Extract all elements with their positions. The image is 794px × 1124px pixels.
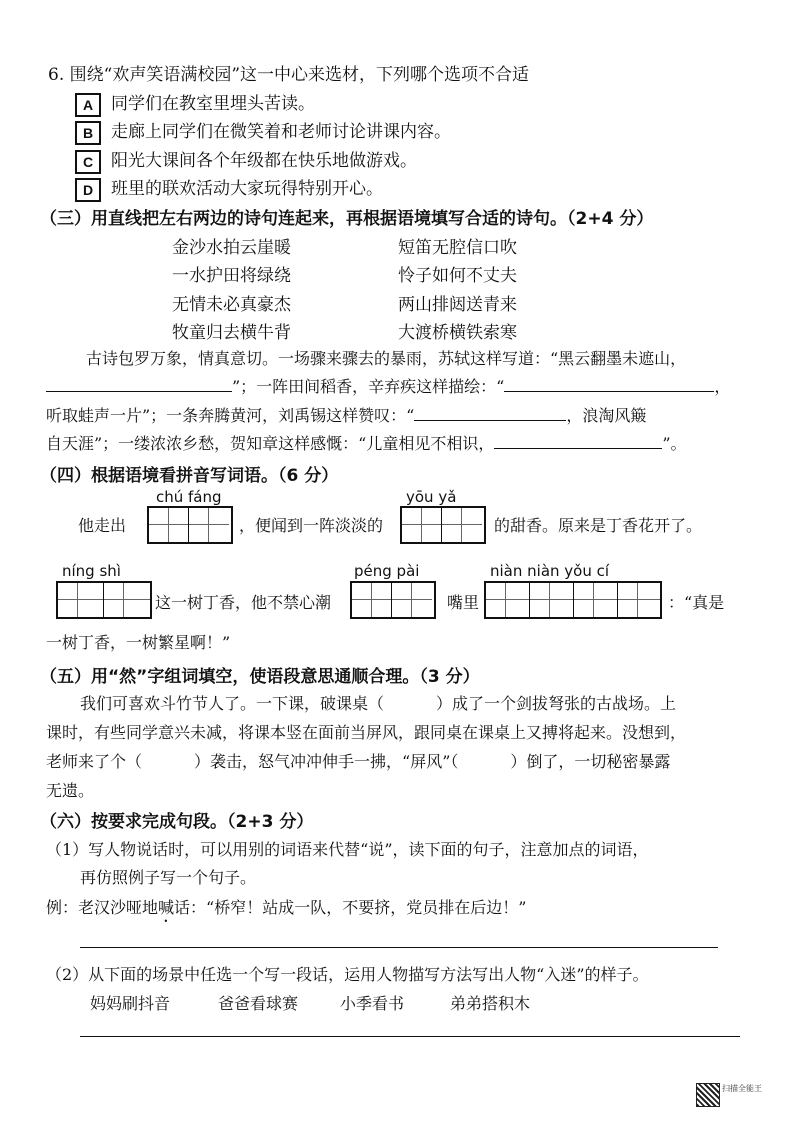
poem-paragraph-line2: ”；一阵田间稻香，辛弃疾这样描绘：“ ， [46, 374, 730, 397]
section4-title: （四）根据语境看拼音写词语。（6 分） [40, 466, 339, 486]
poem-left-3[interactable]: 无情未必真豪杰 [172, 295, 291, 315]
q6-option-c[interactable] [75, 146, 417, 174]
option-letter: D [75, 178, 101, 202]
poem-right-1[interactable]: 短笛无腔信口吹 [398, 238, 517, 258]
option-letter: C [75, 150, 101, 174]
option-text: 阳光大课间各个年级都在快乐地做游戏。 [111, 151, 417, 171]
q6-option-d[interactable] [75, 174, 383, 202]
pinyin-ningshi: níng shì [62, 562, 121, 580]
q6-stem: 6. 围绕“欢声笑语满校园”这一中心来选材，下列哪个选项不合适 [48, 65, 530, 85]
fill-blank-2[interactable] [504, 375, 714, 392]
fill-blank-3[interactable] [414, 404, 566, 421]
writing-grid-chufang[interactable] [147, 506, 233, 544]
answer-line-2[interactable] [80, 1036, 740, 1037]
sentence2-part1: 这一树丁香，他不禁心潮 [155, 593, 332, 612]
fill-blank-4[interactable] [494, 432, 662, 449]
pinyin-chufang: chú fáng [156, 488, 222, 506]
sec6-q2: （2）从下面的场景中任选一个写一段话，运用人物描写方法写出人物“入迷”的样子。 [46, 965, 649, 984]
writing-grid-youya[interactable] [400, 506, 486, 544]
poem-right-4[interactable]: 大渡桥横铁索寒 [398, 323, 517, 343]
sec5-line1: 我们可喜欢斗竹节人了。一下课，破课桌（ ）成了一个剑拔弩张的古战场。上 [80, 694, 677, 713]
sec5-line3: 老师来了个（ ）袭击，怒气冲冲伸手一拂，“屏风”（ ）倒了，一切秘密暴露 [46, 752, 671, 771]
option-letter: A [75, 93, 101, 117]
q6-option-a[interactable] [75, 89, 315, 117]
pinyin-youya: yōu yǎ [406, 488, 457, 506]
sentence3: 一树丁香，一树繁星啊！” [46, 633, 231, 652]
scene-3: 小季看书 [340, 994, 405, 1013]
answer-line-1[interactable] [80, 947, 718, 948]
section5-title: （五）用“然”字组词填空，使语段意思通顺合理。（3 分） [40, 667, 480, 687]
poem-left-2[interactable]: 一水护田将绿绕 [172, 266, 291, 286]
scene-1: 妈妈刷抖音 [90, 994, 171, 1013]
option-text: 走廊上同学们在微笑着和老师讨论讲课内容。 [111, 122, 451, 142]
sentence1-part3: 的甜香。原来是丁香花开了。 [494, 516, 703, 535]
scene-2: 爸爸看球赛 [218, 994, 299, 1013]
sec5-line2: 课时，有些同学意兴未减，将课本竖在面前当屏风，跟同桌在课桌上又搏将起来。没想到， [46, 723, 687, 742]
writing-grid-ningshi[interactable] [56, 581, 152, 619]
q6-option-b[interactable] [75, 117, 451, 145]
poem-paragraph-line1: 古诗包罗万象，情真意切。一场骤来骤去的暴雨，苏轼这样写道：“黑云翻墨未遮山， [86, 349, 687, 368]
scanner-watermark: 扫描全能王 [722, 1084, 762, 1093]
dotted-word: 喊 [158, 898, 175, 917]
sec6-q1-line1: （1）写人物说话时，可以用别的词语来代替“说”，读下面的句子，注意加点的词语， [46, 840, 649, 859]
sentence2-part3: ：“真是 [668, 593, 725, 612]
writing-grid-niannianyouci[interactable] [484, 581, 662, 619]
scene-4: 弟弟搭积木 [450, 994, 531, 1013]
sentence1-part2: ，便闻到一阵淡淡的 [239, 516, 384, 535]
writing-grid-pengpai[interactable] [350, 581, 436, 619]
fill-blank-1[interactable] [46, 375, 232, 392]
poem-paragraph-line4: 自天涯”；一缕浓浓乡愁，贺知章这样感慨：“儿童相见不相识， ”。 [46, 434, 687, 453]
section6-title: （六）按要求完成句段。（2+3 分） [40, 812, 314, 832]
poem-right-3[interactable]: 两山排闼送青来 [398, 295, 517, 315]
sentence2-part2: 嘴里 [447, 593, 480, 612]
section3-title: （三）用直线把左右两边的诗句连起来，再根据语境填写合适的诗句。（2+4 分） [40, 209, 654, 229]
pinyin-pengpai: péng pài [354, 562, 420, 580]
poem-left-1[interactable]: 金沙水拍云崖暖 [172, 238, 291, 258]
sec5-line4: 无遗。 [46, 781, 95, 800]
option-text: 班里的联欢活动大家玩得特别开心。 [111, 179, 383, 199]
sec6-example: 例：老汉沙哑地喊话：“桥窄！站成一队，不要挤，党员排在后边！” [46, 898, 527, 917]
option-letter: B [75, 121, 101, 145]
poem-left-4[interactable]: 牧童归去横牛背 [172, 323, 291, 343]
option-text: 同学们在教室里埋头苦读。 [111, 94, 315, 114]
poem-right-2[interactable]: 怜子如何不丈夫 [398, 266, 517, 286]
sec6-q1-line2: 再仿照例子写一个句子。 [80, 868, 257, 887]
pinyin-niannianyouci: niàn niàn yǒu cí [490, 562, 610, 580]
qr-code-icon [696, 1083, 720, 1107]
sentence1-part1: 他走出 [78, 516, 127, 535]
poem-paragraph-line3: 听取蛙声一片”；一条奔腾黄河，刘禹锡这样赞叹：“ ，浪淘风簸 [46, 406, 647, 425]
